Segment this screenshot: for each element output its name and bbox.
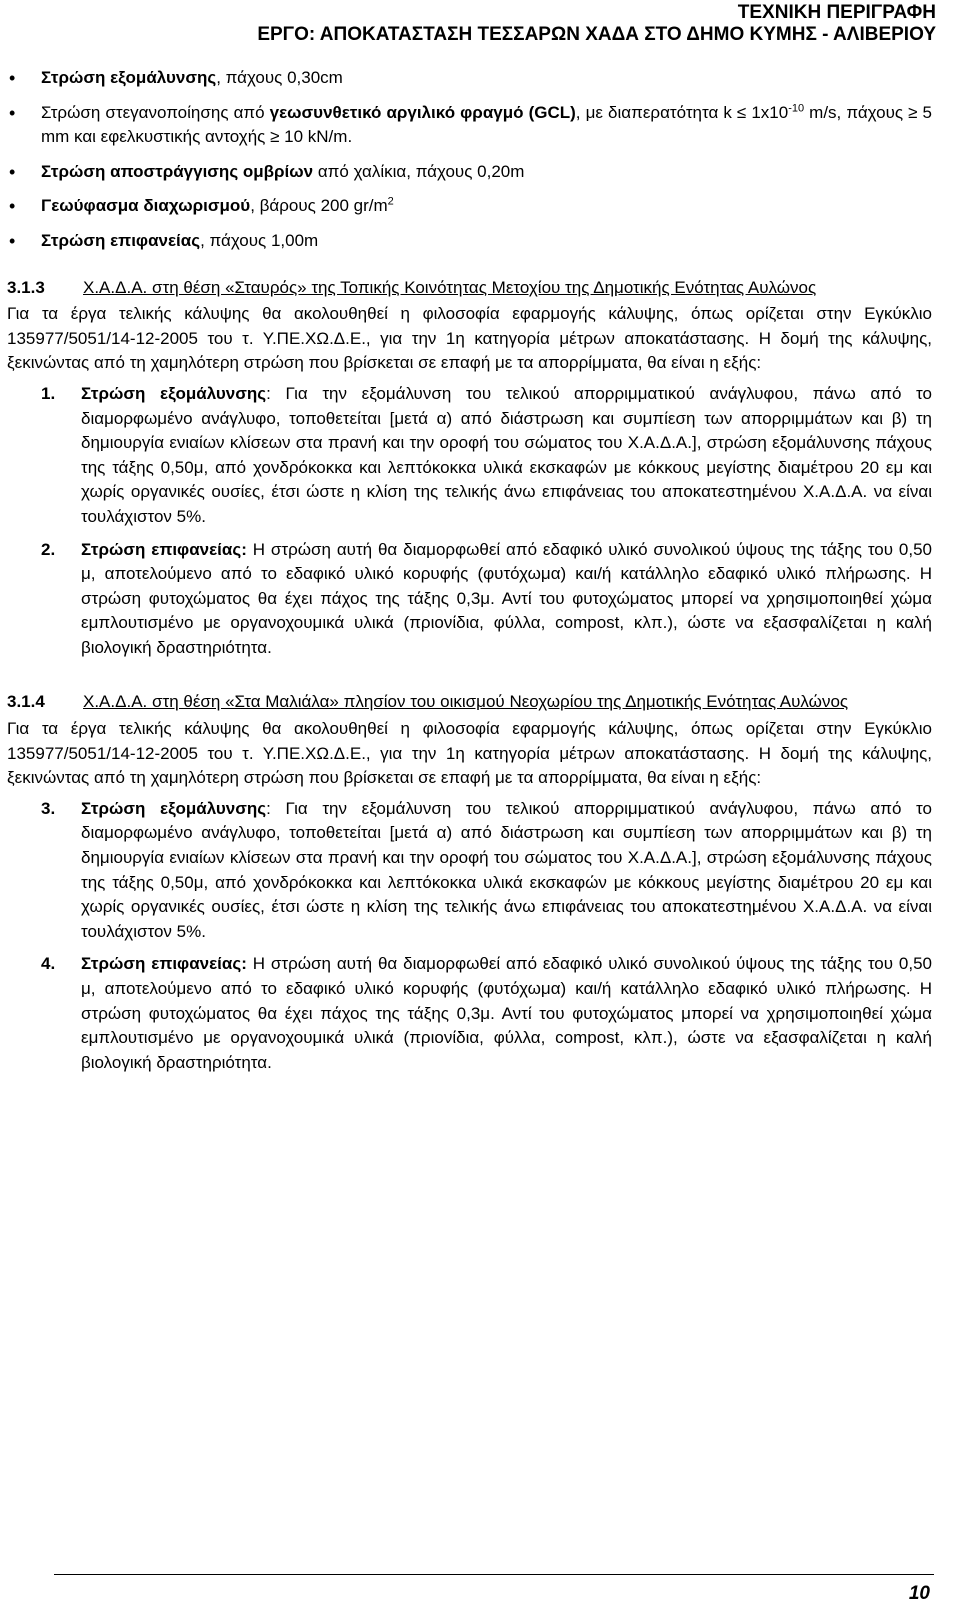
project-title: ΕΡΓΟ: ΑΠΟΚΑΤΑΣΤΑΣΗ ΤΕΣΣΑΡΩΝ ΧΑΔΑ ΣΤΟ ΔΗΜΟ ΚΥΜΗΣ - ΑΛΙΒΕΡΙΟΥ [257,24,936,45]
page-header [257,2,936,46]
item-title: Στρώση επιφανείας: [81,539,247,559]
numbered-list [7,797,932,1076]
layer-detail: , με διαπερατότητα k ≤ 1x10 [575,102,789,122]
item-number: 4. [41,954,56,974]
item-text: : Για την εξομάλυνση του τελικού απορριμματικού ανάγλυφου, πάνω από το διαμορφωμένο ανάγλυφο, τοποθετείται [μετά α) από διάστρωση και συμπίεση των απορριμμάτων και β) τη δημιουργία ενιαίων κλίσεων στα πρανή και την οροφή του σώματος του Χ.Α.Δ.Α.], στρώση εξομάλυνσης πάχους της τάξης 0,50μ, από χονδρόκοκκα και λεπτόκοκκα υλικά εκσκαφών με κόκκους μεγίστης διαμέτρου 20 εμ και χωρίς οργανικές ουσίες, έτσι ώστε η κλίση της τελικής άνω επιφάνειας του αποκατεστημένου Χ.Α.Δ.Α. να είναι τουλάχιστον 5%. [81,383,932,526]
section-number: 3.1.4 [7,692,45,712]
list-item [7,160,932,185]
document-body [7,66,932,1083]
layer-list [7,66,932,254]
list-item [7,952,932,1075]
document-title: ΤΕΧΝΙΚΗ ΠΕΡΙΓΡΑΦΗ [737,2,936,23]
numbered-list [7,382,932,661]
layer-detail: m/s, πάχους ≥ 5 mm και εφελκυστικής αντοχής ≥ 10 kN/m. [41,102,932,147]
item-text: Η στρώση αυτή θα διαμορφωθεί από εδαφικό υλικό συνολικού ύψους της τάξης του 0,50 μ, αποτελούμενο από το εδαφικό υλικό κορυφής (φυτόχωμα) και/ή κατάλληλο εδαφικό υλικό πλήρωσης. Η στρώση φυτοχώματος θα έχει πάχος της τάξης 0,3μ. Αντί του φυτοχώματος μπορεί να χρησιμοποιηθεί χώμα εμπλουτισμένο με οργανοχουμικά υλικά (πριονίδια, φύλλα, compost, κλπ.), ώστε να εξασφαλίζεται η καλή βιολογική δραστηριότητα. [81,954,933,1072]
item-title: Στρώση εξομάλυνσης [81,383,267,403]
layer-name: Γεωύφασμα διαχωρισμού [41,196,251,216]
exponent: 2 [387,195,394,208]
list-item [7,101,932,150]
item-text: : Για την εξομάλυνση του τελικού απορριμματικού ανάγλυφου, πάνω από το διαμορφωμένο ανάγλυφο, τοποθετείται [μετά α) από διάστρωση και συμπίεση των απορριμμάτων και β) τη δημιουργία ενιαίων κλίσεων στα πρανή και την οροφή του σώματος του Χ.Α.Δ.Α.], στρώση εξομάλυνσης πάχους της τάξης 0,50μ, από χονδρόκοκκα και λεπτόκοκκα υλικά εκσκαφών με κόκκους μεγίστης διαμέτρου 20 εμ και χωρίς οργανικές ουσίες, έτσι ώστε η κλίση της τελικής άνω επιφάνειας του αποκατεστημένου Χ.Α.Δ.Α. να είναι τουλάχιστον 5%. [81,798,932,941]
layer-detail: από χαλίκια, πάχους 0,20m [313,161,525,181]
item-title: Στρώση εξομάλυνσης [81,798,267,818]
section-intro: Για τα έργα τελικής κάλυψης θα ακολουθηθεί η φιλοσοφία εφαρμογής κάλυψης, όπως ορίζεται στην Εγκύκλιο 135977/5051/14-12-2005 του τ. Υ.ΠΕ.ΧΩ.Δ.Ε., για την 1η κατηγορία μέτρων αποκατάστασης. Η δομή της κάλυψης, ξεκινώντας από τη χαμηλότερη στρώση που βρίσκεται σε επαφή με τα απορρίμματα, θα είναι η εξής: [7,719,932,788]
layer-detail: , πάχους 0,30cm [216,68,343,87]
list-item [7,194,932,219]
layer-detail: , πάχους 1,00m [200,230,319,250]
layer-detail: , βάρους 200 gr/m [250,196,388,216]
section-intro: Για τα έργα τελικής κάλυψης θα ακολουθηθεί η φιλοσοφία εφαρμογής κάλυψης, όπως ορίζεται στην Εγκύκλιο 135977/5051/14-12-2005 του τ. Υ.ΠΕ.ΧΩ.Δ.Ε., για την 1η κατηγορία μέτρων αποκατάστασης. Η δομή της κάλυψης, ξεκινώντας από τη χαμηλότερη στρώση που βρίσκεται σε επαφή με τα απορρίμματα, θα είναι η εξής: [7,304,932,373]
layer-name: Στρώση στεγανοποίησης από [41,102,270,122]
list-item [7,229,932,254]
list-item [7,538,932,661]
item-number: 1. [41,383,56,403]
page-number: 10 [908,1583,930,1604]
layer-material: γεωσυνθετικό αργιλικό φραγμό (GCL) [269,102,576,122]
footer-divider [54,1574,934,1575]
list-item [7,797,932,945]
section-title: Χ.Α.Δ.Α. στη θέση «Στα Μαλιάλα» πλησίον του οικισμού Νεοχωρίου της Δημοτικής Ενότητας Αυλώνος [83,692,849,712]
item-number: 2. [41,539,56,559]
item-title: Στρώση επιφανείας: [81,954,247,974]
section-title: Χ.Α.Δ.Α. στη θέση «Σταυρός» της Τοπικής Κοινότητας Μετοχίου της Δημοτικής Ενότητας Αυλώνος [83,277,817,297]
section-heading [7,690,932,715]
list-item [7,382,932,530]
section-heading [7,276,932,301]
section-number: 3.1.3 [7,277,45,297]
exponent: -10 [788,101,805,114]
layer-name: Στρώση αποστράγγισης ομβρίων [41,161,314,181]
item-text: Η στρώση αυτή θα διαμορφωθεί από εδαφικό υλικό συνολικού ύψους της τάξης του 0,50 μ, αποτελούμενο από το εδαφικό υλικό κορυφής (φυτόχωμα) και/ή κατάλληλο εδαφικό υλικό πλήρωσης. Η στρώση φυτοχώματος θα έχει πάχος της τάξης 0,3μ. Αντί του φυτοχώματος μπορεί να χρησιμοποιηθεί χώμα εμπλουτισμένο με οργανοχουμικά υλικά (πριονίδια, φύλλα, compost, κλπ.), ώστε να εξασφαλίζεται η καλή βιολογική δραστηριότητα. [81,539,933,657]
layer-name: Στρώση εξομάλυνσης [41,68,217,87]
list-item [7,66,932,91]
item-number: 3. [41,798,56,818]
layer-name: Στρώση επιφανείας [41,230,201,250]
